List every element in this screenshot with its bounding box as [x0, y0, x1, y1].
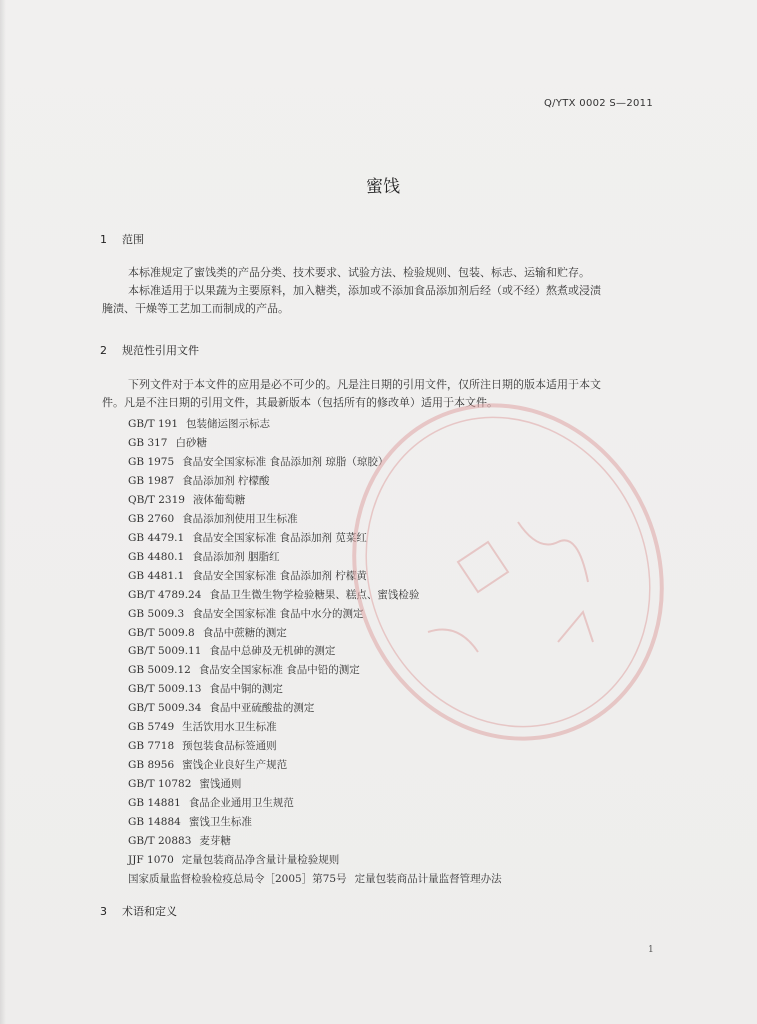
- reference-title: 液体葡萄糖: [192, 493, 246, 506]
- reference-code: GB 1987: [128, 474, 175, 487]
- section-1-paragraph-1: 本标准规定了蜜饯类的产品分类、技术要求、试验方法、检验规则、包装、标志、运输和贮存。: [128, 266, 590, 279]
- reference-item: [128, 473, 270, 488]
- reference-item: [128, 511, 298, 526]
- reference-code: GB 317: [128, 436, 168, 449]
- reference-code: GB/T 191: [128, 418, 179, 430]
- reference-item: [128, 700, 314, 715]
- section-2-number: 2: [100, 344, 107, 357]
- reference-item: [128, 492, 245, 507]
- section-1-paragraph-2: 本标准适用于以果蔬为主要原料，加入糖类，添加或不添加食品添加剂后经（或不经）熬煮或浸渍: [128, 284, 601, 297]
- reference-title: 食品安全国家标准 食品添加剂 苋菜红: [192, 531, 367, 544]
- reference-item: [128, 643, 335, 658]
- reference-code: GB 14881: [128, 797, 181, 809]
- reference-item: [128, 662, 360, 677]
- document-title: 蜜饯: [366, 177, 400, 197]
- reference-title: 食品企业通用卫生规范: [188, 797, 294, 809]
- section-3-number: 3: [100, 905, 107, 918]
- company-seal-stamp: [338, 382, 668, 782]
- reference-title: 食品安全国家标准 食品添加剂 柠檬黄: [192, 569, 367, 582]
- reference-title: 蜜饯通则: [199, 778, 242, 790]
- reference-item: [128, 738, 277, 753]
- reference-title: 食品中总砷及无机砷的测定: [209, 645, 336, 658]
- reference-item: [128, 814, 252, 829]
- reference-code: GB/T 10782: [128, 778, 192, 790]
- section-2-title: 规范性引用文件: [122, 344, 199, 357]
- section-2-paragraph-1: 下列文件对于本文件的应用是必不可少的。凡是注日期的引用文件，仅所注日期的版本适用于本文: [128, 378, 601, 391]
- reference-title: 生活饮用水卫生标准: [182, 721, 277, 734]
- reference-item: [128, 719, 277, 734]
- reference-title: 食品安全国家标准 食品添加剂 琼脂（琼胶）: [182, 455, 389, 468]
- reference-code: GB 5749: [128, 721, 175, 734]
- section-1-number: 1: [100, 233, 107, 246]
- reference-title: 预包装食品标签通则: [182, 740, 277, 753]
- reference-title: 定量包装商品净含量计量检验规则: [181, 853, 340, 866]
- reference-title: 白砂糖: [175, 436, 207, 449]
- section-1-heading: [100, 231, 144, 247]
- reference-item: [128, 435, 207, 450]
- reference-title: 食品添加剂 胭脂红: [192, 550, 280, 563]
- reference-item: [128, 852, 339, 867]
- reference-title: 食品中亚硫酸盐的测定: [209, 702, 315, 715]
- page-number: 1: [648, 945, 654, 955]
- reference-code: GB 7718: [128, 740, 175, 753]
- section-3-heading: [100, 903, 177, 919]
- reference-code: GB/T 5009.13: [128, 683, 202, 696]
- reference-code: GB 2760: [128, 512, 175, 525]
- reference-code: GB 1975: [128, 455, 175, 468]
- reference-item: [128, 530, 367, 545]
- reference-title: 蜜饯卫生标准: [188, 816, 252, 828]
- reference-item: [128, 776, 241, 791]
- reference-title: 定量包装商品计量监督管理办法: [354, 872, 502, 885]
- section-2-paragraph-1-cont: 件。凡是不注日期的引用文件，其最新版本（包括所有的修改单）适用于本文件。: [102, 396, 498, 409]
- reference-code: GB/T 4789.24: [128, 588, 202, 601]
- reference-item: [128, 681, 283, 696]
- reference-item: [128, 587, 419, 602]
- reference-title: 麦芽糖: [199, 834, 231, 847]
- reference-code: QB/T 2319: [128, 493, 185, 506]
- reference-title: 食品添加剂 柠檬酸: [182, 474, 270, 487]
- reference-item: [128, 795, 294, 810]
- section-1-title: 范围: [122, 233, 144, 246]
- reference-title: 包装储运图示标志: [186, 418, 271, 430]
- reference-item: [128, 606, 364, 621]
- reference-code: GB 4480.1: [128, 550, 185, 563]
- reference-code: GB 4481.1: [128, 569, 185, 582]
- reference-code: JJF 1070: [128, 853, 174, 866]
- reference-code: 国家质量监督检验检疫总局令［2005］第75号: [128, 872, 347, 885]
- reference-item: [128, 757, 287, 772]
- reference-item: [128, 416, 270, 431]
- reference-code: GB 8956: [128, 759, 175, 772]
- reference-code: GB 5009.12: [128, 664, 191, 677]
- reference-title: 食品卫生微生物学检验糖果、糕点、蜜饯检验: [209, 588, 420, 601]
- document-id: Q/YTX 0002 S—2011: [544, 98, 654, 109]
- reference-item: [128, 549, 280, 564]
- reference-code: GB/T 5009.34: [128, 702, 202, 715]
- section-3-title: 术语和定义: [122, 905, 177, 918]
- section-2-heading: [100, 342, 199, 358]
- reference-title: 食品添加剂使用卫生标准: [182, 512, 298, 525]
- reference-item: [128, 833, 231, 848]
- reference-code: GB/T 20883: [128, 834, 192, 847]
- reference-item: [128, 625, 287, 640]
- reference-item: [128, 454, 388, 469]
- reference-item: [128, 568, 367, 583]
- reference-item: [128, 871, 502, 886]
- reference-code: GB 5009.3: [128, 607, 185, 620]
- reference-title: 蜜饯企业良好生产规范: [182, 759, 288, 772]
- reference-title: 食品安全国家标准 食品中水分的测定: [192, 607, 364, 620]
- scan-edge-shadow: [0, 0, 6, 1024]
- reference-code: GB/T 5009.11: [128, 645, 202, 658]
- reference-code: GB 4479.1: [128, 531, 185, 544]
- section-1-paragraph-2-cont: 腌渍、干燥等工艺加工而制成的产品。: [102, 302, 289, 315]
- reference-code: GB/T 5009.8: [128, 626, 195, 639]
- reference-code: GB 14884: [128, 816, 181, 828]
- reference-title: 食品中蔗糖的测定: [202, 626, 287, 639]
- reference-title: 食品安全国家标准 食品中铅的测定: [198, 664, 360, 677]
- reference-title: 食品中铜的测定: [209, 683, 283, 696]
